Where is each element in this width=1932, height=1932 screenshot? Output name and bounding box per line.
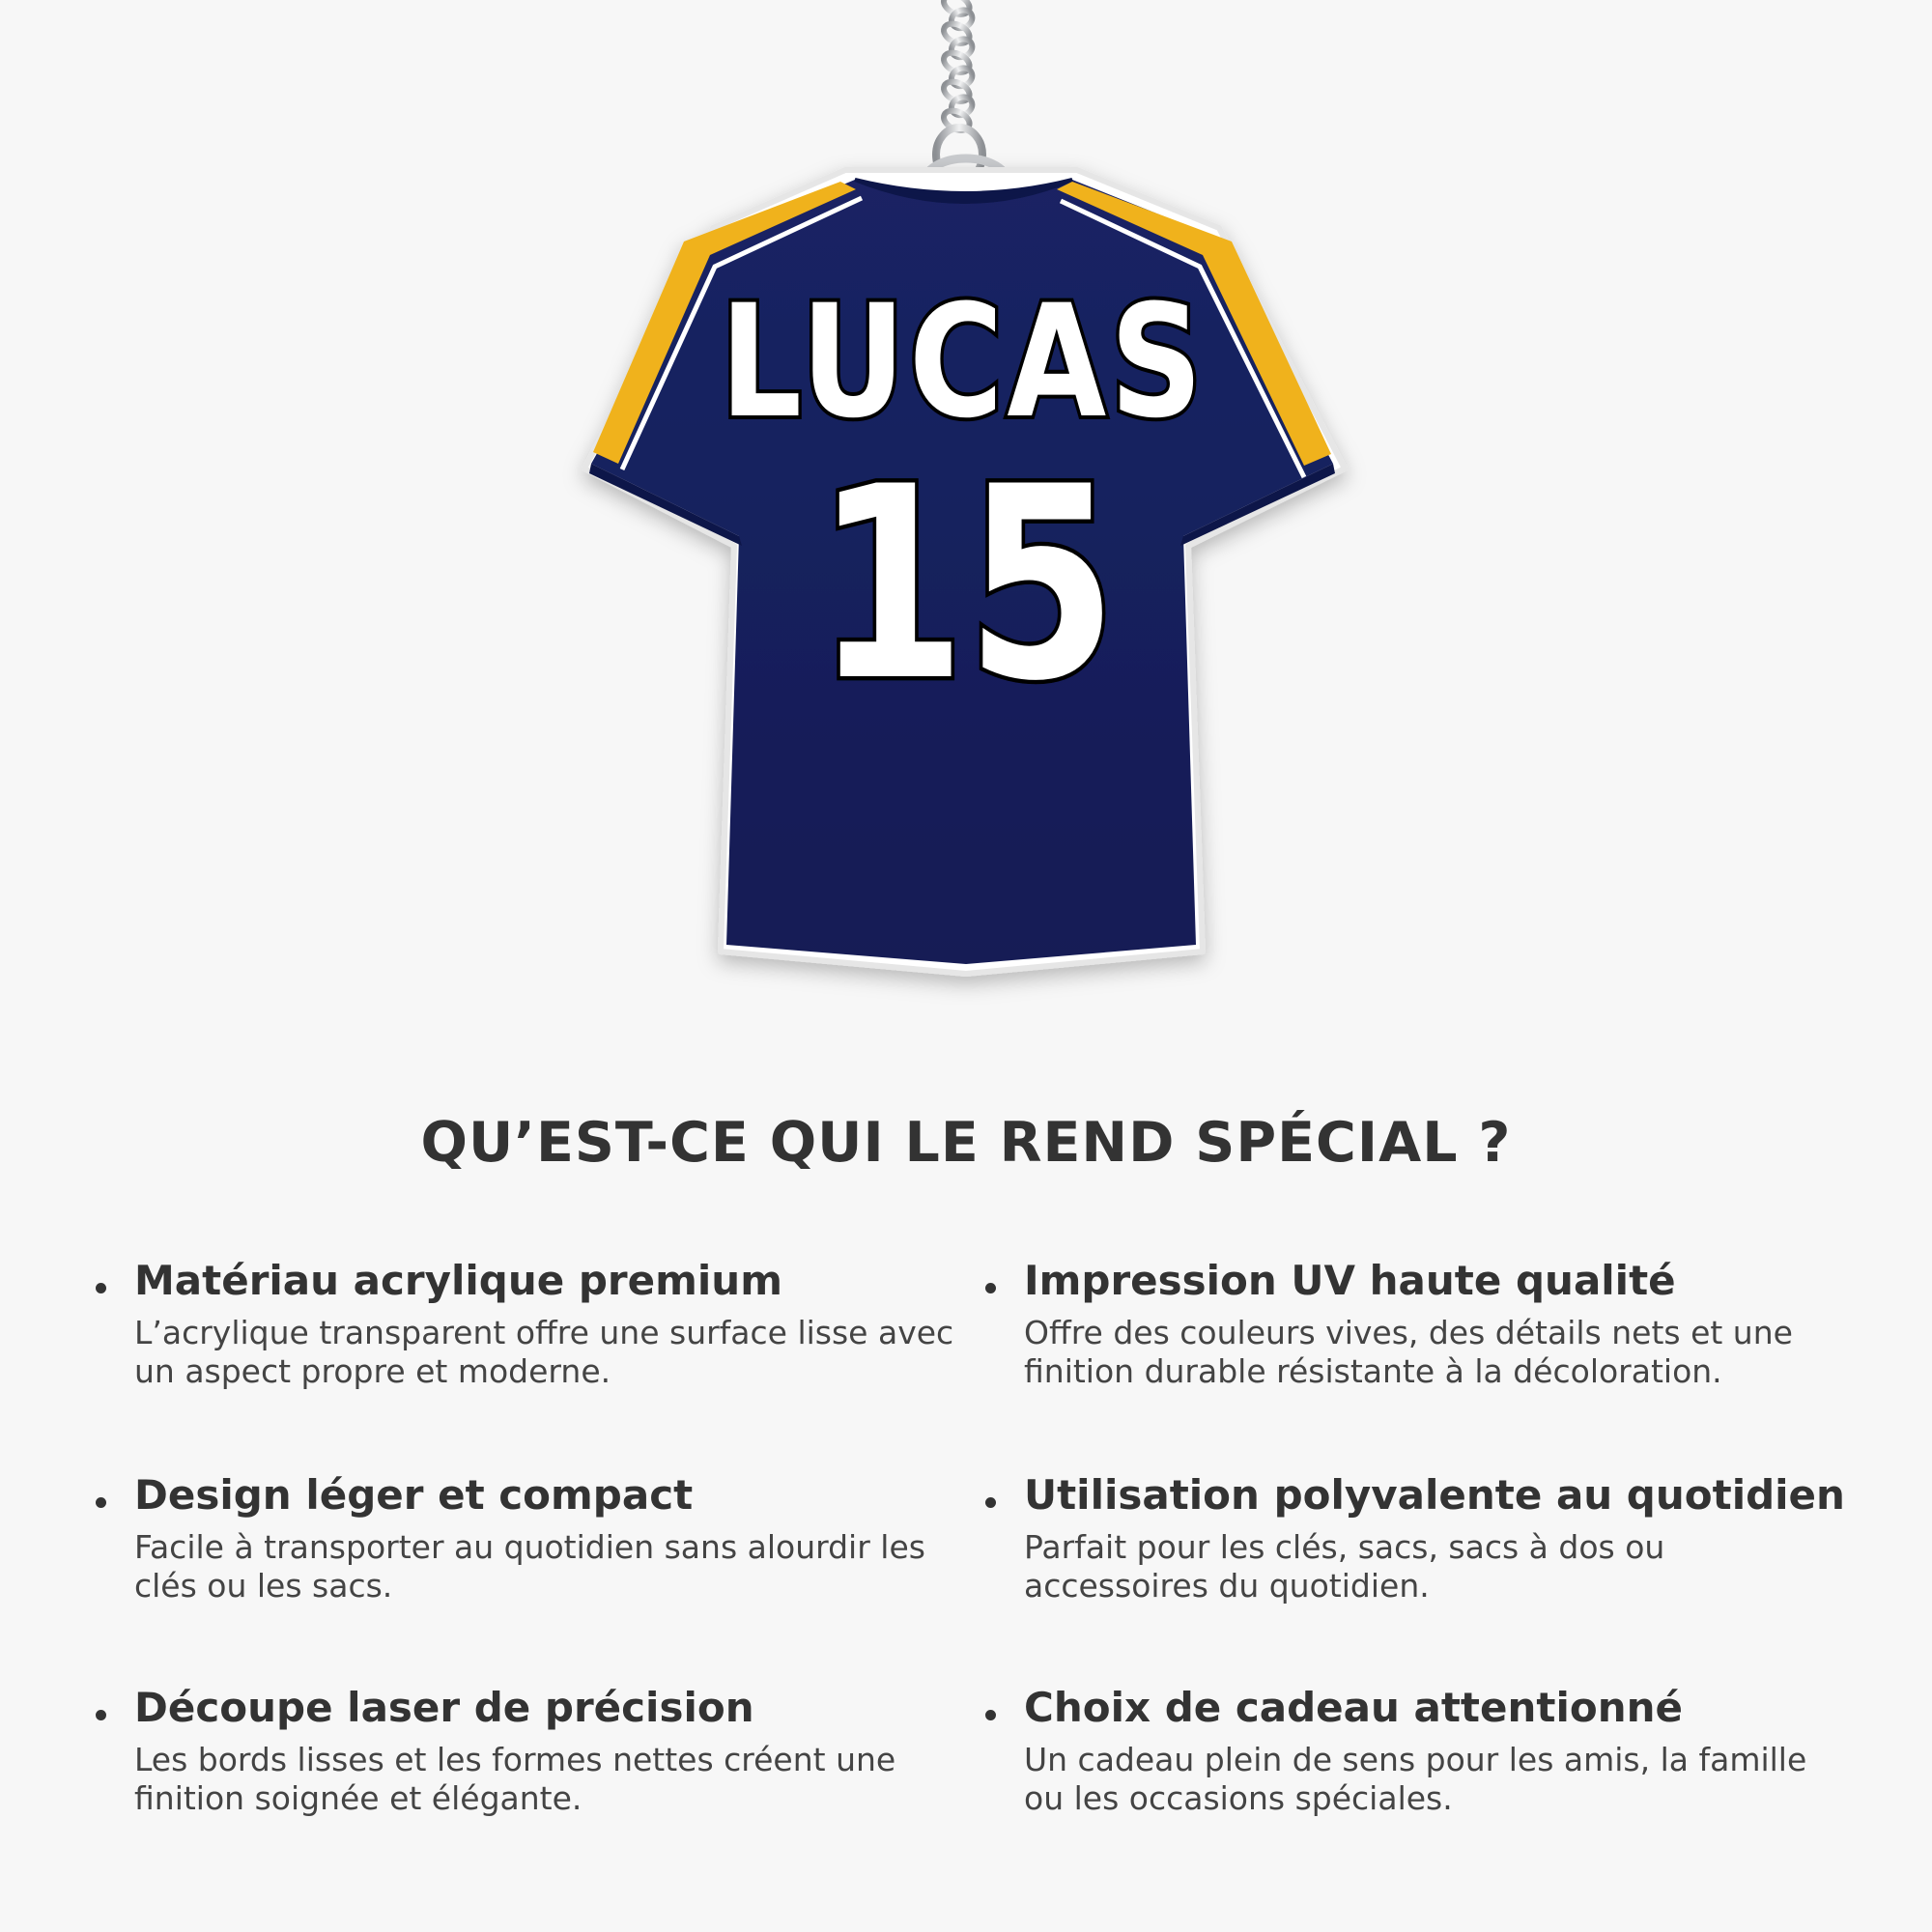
feature-description: Les bords lisses et les formes nettes créent une finition soignée et élégante. [134,1741,896,1817]
section-title: QU’EST-CE QUI LE REND SPÉCIAL ? [420,1111,1512,1175]
feature-item [134,1468,965,1605]
jersey-number: 15 [814,431,1118,740]
bullet-icon [985,1283,996,1293]
bullet-icon [96,1710,106,1720]
feature-item [1024,1681,1855,1818]
feature-title: Choix de cadeau attentionné [1024,1684,1684,1731]
feature-title: Impression UV haute qualité [1024,1257,1676,1304]
feature-item [134,1681,965,1818]
bullet-icon [985,1710,996,1720]
feature-title: Utilisation polyvalente au quotidien [1024,1471,1845,1519]
bullet-icon [985,1497,996,1508]
feature-description: L’acrylique transparent offre une surface lisse avec un aspect propre et moderne. [134,1314,954,1390]
feature-title: Design léger et compact [134,1471,694,1519]
bullet-icon [96,1283,106,1293]
feature-item [1024,1254,1855,1391]
feature-description: Facile à transporter au quotidien sans alourdir les clés ou les sacs. [134,1528,925,1605]
bullet-icon [96,1497,106,1508]
feature-title: Découpe laser de précision [134,1684,754,1731]
feature-item [1024,1468,1855,1605]
jersey-player-name: LUCAS [720,270,1207,453]
feature-description: Parfait pour les clés, sacs, sacs à dos ou accessoires du quotidien. [1024,1528,1665,1605]
feature-description: Un cadeau plein de sens pour les amis, la famille ou les occasions spéciales. [1024,1741,1807,1817]
feature-description: Offre des couleurs vives, des détails nets et une finition durable résistante à la décoloration. [1024,1314,1793,1390]
feature-title: Matériau acrylique premium [134,1257,782,1304]
feature-item [134,1254,965,1391]
